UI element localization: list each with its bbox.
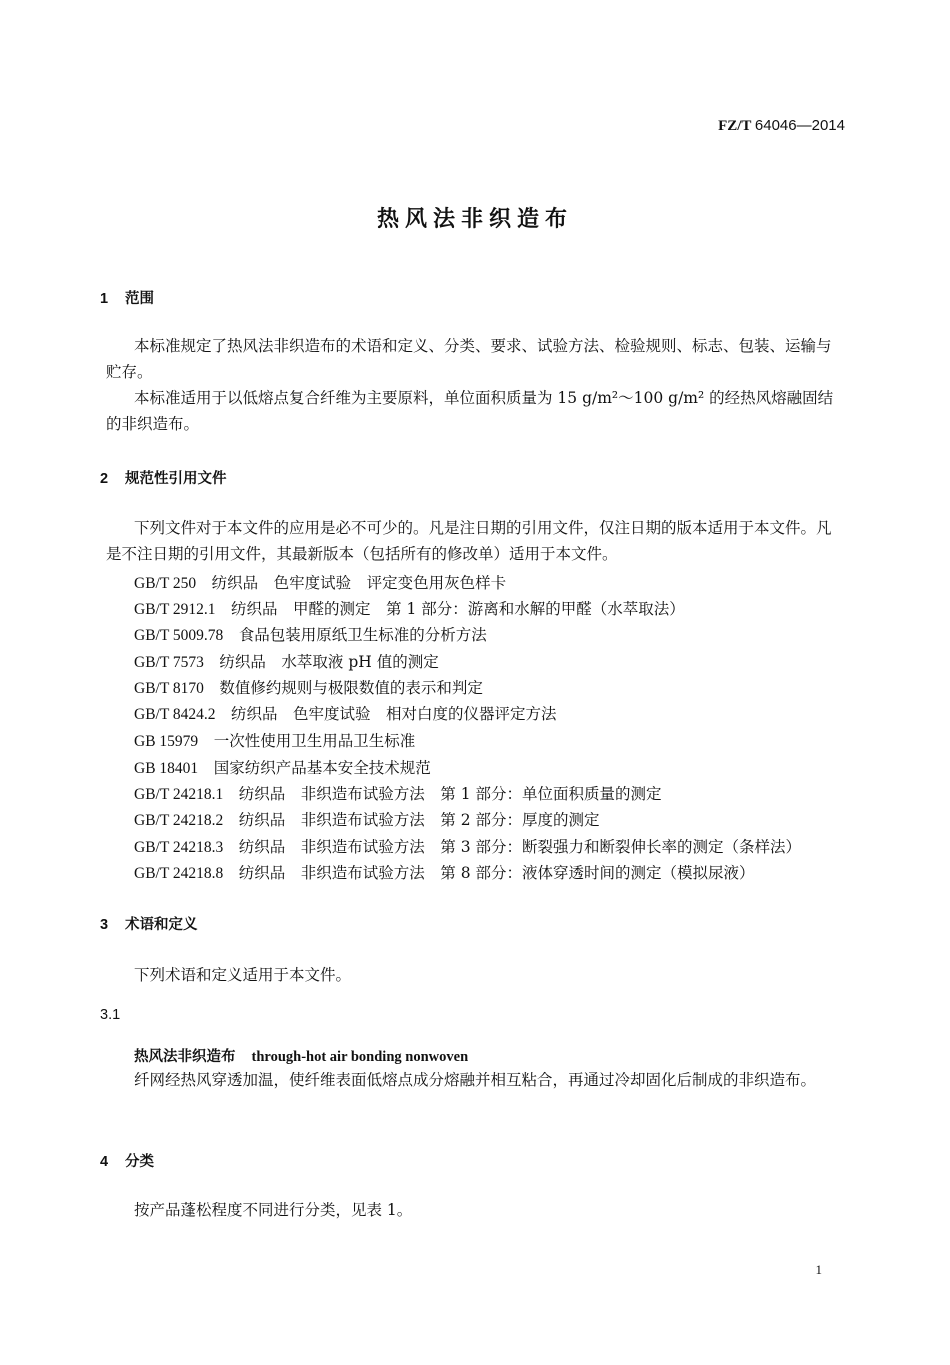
- section-number: 2: [100, 471, 109, 487]
- reference-item: [134, 702, 557, 724]
- standard-code: [718, 117, 845, 135]
- reference-title: 纺织品 非织造布试验方法 第 1 部分：单位面积质量的测定: [238, 785, 662, 803]
- reference-title: 纺织品 色牢度试验 评定变色用灰色样卡: [211, 574, 507, 592]
- reference-title: 纺织品 非织造布试验方法 第 8 部分：液体穿透时间的测定（模拟尿液）: [238, 864, 755, 882]
- section-3-paragraph-1: 下列术语和定义适用于本文件。: [134, 966, 352, 984]
- reference-item: [134, 756, 431, 778]
- reference-code: GB/T 24218.2: [134, 812, 224, 829]
- reference-item: [134, 571, 506, 593]
- reference-title: 纺织品 甲醛的测定 第 1 部分：游离和水解的甲醛（水萃取法）: [231, 600, 685, 618]
- page-number: 1: [815, 1262, 822, 1277]
- reference-code: GB/T 250: [134, 575, 197, 592]
- reference-code: GB/T 8424.2: [134, 706, 216, 723]
- term-definition: 纤网经热风穿透加温，使纤维表面低熔点成分熔融并相互粘合，再通过冷却固化后制成的非织造布。: [134, 1071, 817, 1089]
- section-title: 范围: [125, 291, 154, 307]
- document-title: 热风法非织造布: [376, 207, 573, 232]
- reference-title: 纺织品 色牢度试验 相对白度的仪器评定方法: [231, 705, 557, 723]
- section-title: 规范性引用文件: [125, 471, 227, 487]
- section-2-paragraph-1: 下列文件对于本文件的应用是必不可少的。凡是注日期的引用文件，仅注日期的版本适用于本文件。凡是不注日期的引用文件，其最新版本（包括所有的修改单）适用于本文件。: [106, 519, 832, 563]
- reference-title: 数值修约规则与极限数值的表示和判定: [219, 679, 483, 697]
- reference-item: [134, 597, 685, 619]
- reference-item: [134, 782, 662, 804]
- section-1-paragraph-1: 本标准规定了热风法非织造布的术语和定义、分类、要求、试验方法、检验规则、标志、包装、运输与贮存。: [106, 337, 832, 381]
- reference-item: [134, 623, 487, 645]
- section-4-paragraph-1: 按产品蓬松程度不同进行分类，见表 1。: [134, 1201, 413, 1219]
- reference-code: GB/T 24218.8: [134, 865, 224, 882]
- section-number: 3: [100, 917, 109, 933]
- reference-code: GB/T 8170: [134, 680, 204, 697]
- term-heading: [134, 1045, 468, 1066]
- reference-code: GB/T 2912.1: [134, 601, 216, 618]
- term-chinese: 热风法非织造布: [134, 1049, 236, 1065]
- standard-prefix: FZ/T: [718, 118, 752, 134]
- reference-title: 国家纺织产品基本安全技术规范: [213, 759, 431, 777]
- section-number: 4: [100, 1154, 109, 1170]
- reference-title: 食品包装用原纸卫生标准的分析方法: [238, 626, 487, 644]
- subsection-number: 3.1: [100, 1007, 121, 1023]
- reference-item: [134, 729, 415, 751]
- term-english: through-hot air bonding nonwoven: [251, 1049, 469, 1065]
- reference-title: 一次性使用卫生用品卫生标准: [213, 732, 416, 750]
- section-3-heading: [100, 913, 198, 934]
- reference-title: 纺织品 水萃取液 pH 值的测定: [219, 653, 439, 671]
- section-2-heading: [100, 467, 227, 488]
- section-number: 1: [100, 291, 109, 307]
- reference-item: [134, 650, 439, 672]
- reference-item: [134, 676, 483, 698]
- reference-item: [134, 835, 801, 857]
- section-1-heading: [100, 287, 154, 308]
- section-title: 分类: [125, 1154, 154, 1170]
- standard-number: 64046—2014: [754, 117, 845, 134]
- reference-code: GB/T 5009.78: [134, 627, 224, 644]
- section-4-heading: [100, 1150, 154, 1171]
- reference-code: GB 18401: [134, 760, 199, 777]
- reference-item: [134, 861, 755, 883]
- section-title: 术语和定义: [125, 917, 198, 933]
- reference-code: GB/T 24218.3: [134, 839, 224, 856]
- reference-code: GB 15979: [134, 733, 199, 750]
- reference-title: 纺织品 非织造布试验方法 第 3 部分：断裂强力和断裂伸长率的测定（条样法）: [238, 838, 802, 856]
- section-1-paragraph-2: 本标准适用于以低熔点复合纤维为主要原料，单位面积质量为 15 g/m²～100 g/m² 的经热风熔融固结的非织造布。: [106, 389, 834, 433]
- reference-item: [134, 808, 600, 830]
- reference-code: GB/T 7573: [134, 654, 204, 671]
- reference-title: 纺织品 非织造布试验方法 第 2 部分：厚度的测定: [238, 811, 600, 829]
- reference-code: GB/T 24218.1: [134, 786, 224, 803]
